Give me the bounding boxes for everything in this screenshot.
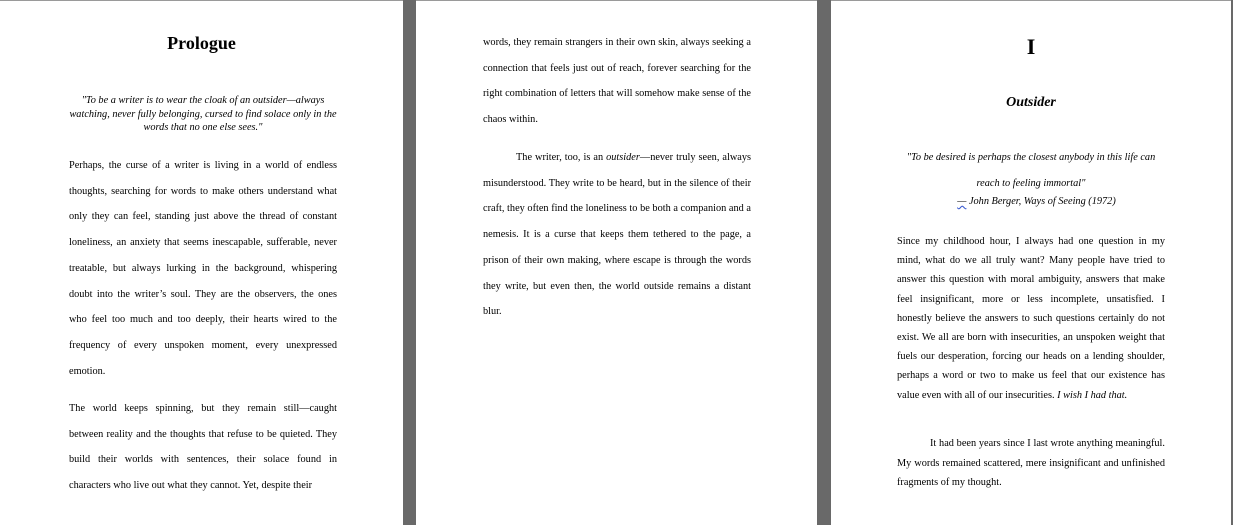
page-top-edge: [0, 0, 403, 1]
spellcheck-flagged-dash[interactable]: —: [957, 196, 967, 207]
paragraph-text: Since my childhood hour, I always had one question in my mind, what do we all truly want? Many people have tried to answer this question with moral ambiguity, answers that make feel insignificant, more or less incomplete, unsatisfied. I honestly believe the answers to such questions certainly do not exist. We all are born with insecurities, an unspoken weight that fuels our desperation, forcing our heads on a lending shoulder, perhaps a word or two to make us feel that our existence has value even with all of our insecurities.: [897, 236, 1165, 401]
epigraph-attribution: [897, 196, 1176, 207]
paragraph-text: The writer, too, is an: [516, 152, 607, 163]
document-page-2: [416, 0, 817, 525]
body-paragraph: The world keeps spinning, but they remain still—caught between reality and the thoughts that refuse to be quieted. They build their worlds with sentences, their solace found in characters who live out what they cannot. Yet, despite their: [69, 403, 337, 492]
emphasis-text: outsider: [606, 152, 640, 163]
page-top-edge: [416, 0, 817, 1]
page-top-edge: [831, 0, 1231, 1]
document-page-3: [831, 0, 1231, 525]
chapter-number: I: [1026, 34, 1036, 59]
body-paragraph: [483, 145, 751, 325]
body-paragraph: It had been years since I last wrote anything meaningful. My words remained scattered, mere insignificant and unfinished fragments of my thought.: [897, 438, 1165, 489]
body-paragraph-continuation: words, they remain strangers in their own skin, always seeking a connection that feels just out of reach, forever searching for the right combination of letters that will somehow make sense of the chaos within.: [483, 37, 751, 126]
body-paragraph: [897, 232, 1165, 405]
chapter-epigraph: "To be desired is perhaps the closest anybody in this life can reach to feeling immortal": [906, 152, 1156, 189]
document-page-1: [0, 0, 403, 525]
chapter-title: Outsider: [1006, 95, 1056, 110]
prologue-heading: Prologue: [167, 33, 236, 53]
attribution-text: John Berger, Ways of Seeing (1972): [966, 196, 1116, 207]
prologue-epigraph: "To be a writer is to wear the cloak of an outsider—always watching, never fully belonging, cursed to find solace only in the words that no one else sees.": [69, 95, 337, 133]
paragraph-text: —never truly seen, always misunderstood. They write to be heard, but in the silence of their craft, they often find the loneliness to be both a companion and a nemesis. It is a curse that keeps them tethered to the page, a prison of their own making, where escape is through the words they write, but even then, the world outside remains a distant blur.: [483, 152, 751, 318]
emphasis-text: I wish I had that.: [1057, 389, 1128, 401]
body-paragraph: Perhaps, the curse of a writer is living in a world of endless thoughts, searching for words to make others understand what only they can feel, standing just above the thread of constant loneliness, an anxiety that seems inescapable, sufferable, never treatable, but always lurking in the background, whispering doubt into the writer’s soul. They are the observers, the ones who feel too much and too deeply, their hearts wired to the frequency of every unspoken moment, every unexpressed emotion.: [69, 160, 337, 377]
